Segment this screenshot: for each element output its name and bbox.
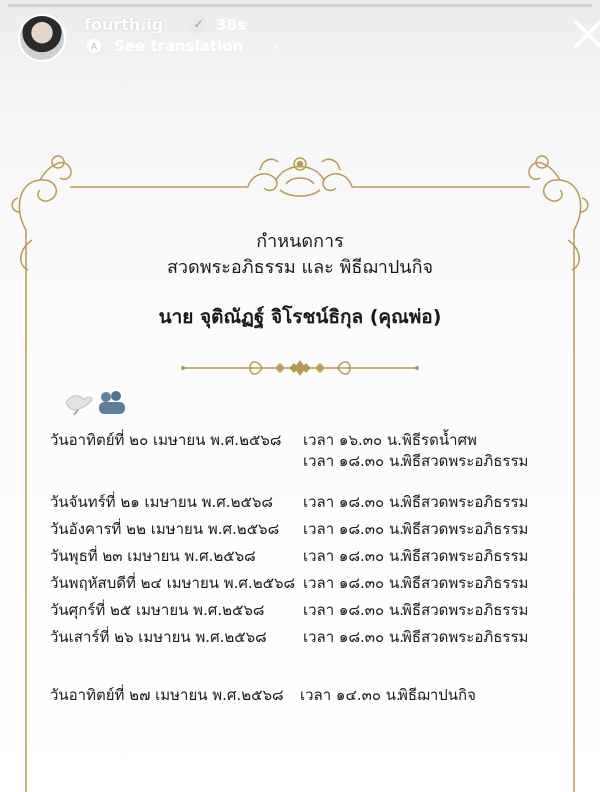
translate-icon[interactable] (86, 38, 102, 54)
time-ago: 38s (216, 16, 246, 34)
schedule-row (0, 449, 600, 471)
schedule-date: วันอาทิตย์ที่ ๒๗ เมษายน พ.ศ.๒๕๖๘ (50, 686, 284, 704)
close-icon[interactable] (566, 12, 600, 56)
dove-and-people-emoji (62, 388, 132, 416)
see-translation-link[interactable]: See translation (114, 37, 244, 55)
schedule-event: พิธีสวดพระอภิธรรม (402, 628, 529, 646)
schedule-row (0, 490, 600, 512)
username[interactable]: fourth.ig (84, 15, 164, 34)
schedule-event: พิธีรดน้ำศพ (402, 431, 477, 449)
schedule-date: วันศุกร์ที่ ๒๕ เมษายน พ.ศ.๒๕๖๘ (50, 601, 265, 619)
schedule-date: วันอังคารที่ ๒๒ เมษายน พ.ศ.๒๕๖๘ (50, 520, 280, 538)
schedule-row (0, 428, 600, 450)
schedule-row (0, 544, 600, 566)
schedule-row (0, 683, 600, 705)
avatar[interactable] (18, 14, 66, 62)
svg-text:A: A (90, 42, 98, 53)
story-progress-bar (8, 4, 592, 7)
schedule-time: เวลา ๑๔.๓๐ น. (300, 686, 401, 704)
schedule-row (0, 625, 600, 647)
schedule-event: พิธีฌาปนกิจ (398, 686, 476, 704)
schedule-time: เวลา ๑๘.๓๐ น. (303, 452, 404, 470)
schedule-date: วันอาทิตย์ที่ ๒๐ เมษายน พ.ศ.๒๕๖๘ (50, 431, 282, 449)
schedule-time: เวลา ๑๘.๓๐ น. (303, 574, 404, 592)
schedule-time: เวลา ๑๘.๓๐ น. (303, 493, 404, 511)
story-header (18, 8, 582, 58)
schedule-time: เวลา ๑๖.๓๐ น. (303, 431, 402, 449)
deceased-name: นาย จุติณัฏฐ์ จิโรชน์ธิกุล (คุณพ่อ) (158, 306, 442, 328)
title-line-2: สวดพระอภิธรรม และ พิธีฌาปนกิจ (166, 257, 434, 278)
schedule-event: พิธีสวดพระอภิธรรม (402, 574, 529, 592)
schedule-time: เวลา ๑๘.๓๐ น. (303, 547, 404, 565)
schedule-event: พิธีสวดพระอภิธรรม (402, 601, 529, 619)
schedule-date: วันพุธที่ ๒๓ เมษายน พ.ศ.๒๕๖๘ (50, 547, 256, 565)
schedule-date: วันจันทร์ที่ ๒๑ เมษายน พ.ศ.๒๕๖๘ (50, 493, 273, 511)
schedule-event: พิธีสวดพระอภิธรรม (402, 493, 529, 511)
schedule-row (0, 517, 600, 539)
title-line-1: กำหนดการ (256, 231, 344, 252)
schedule-date: วันพฤหัสบดีที่ ๒๔ เมษายน พ.ศ.๒๕๖๘ (50, 574, 296, 592)
schedule-time: เวลา ๑๘.๓๐ น. (303, 628, 404, 646)
schedule-date: วันเสาร์ที่ ๒๖ เมษายน พ.ศ.๒๕๖๘ (50, 628, 267, 646)
schedule-time: เวลา ๑๘.๓๐ น. (303, 520, 404, 538)
verified-badge-icon: ✓ (190, 16, 207, 33)
schedule-row (0, 571, 600, 593)
schedule-event: พิธีสวดพระอภิธรรม (402, 547, 529, 565)
chevron-right-icon[interactable]: › (272, 36, 279, 55)
schedule-time: เวลา ๑๘.๓๐ น. (303, 601, 404, 619)
schedule-event: พิธีสวดพระอภิธรรม (402, 520, 529, 538)
schedule-event: พิธีสวดพระอภิธรรม (402, 452, 529, 470)
schedule-row (0, 598, 600, 620)
